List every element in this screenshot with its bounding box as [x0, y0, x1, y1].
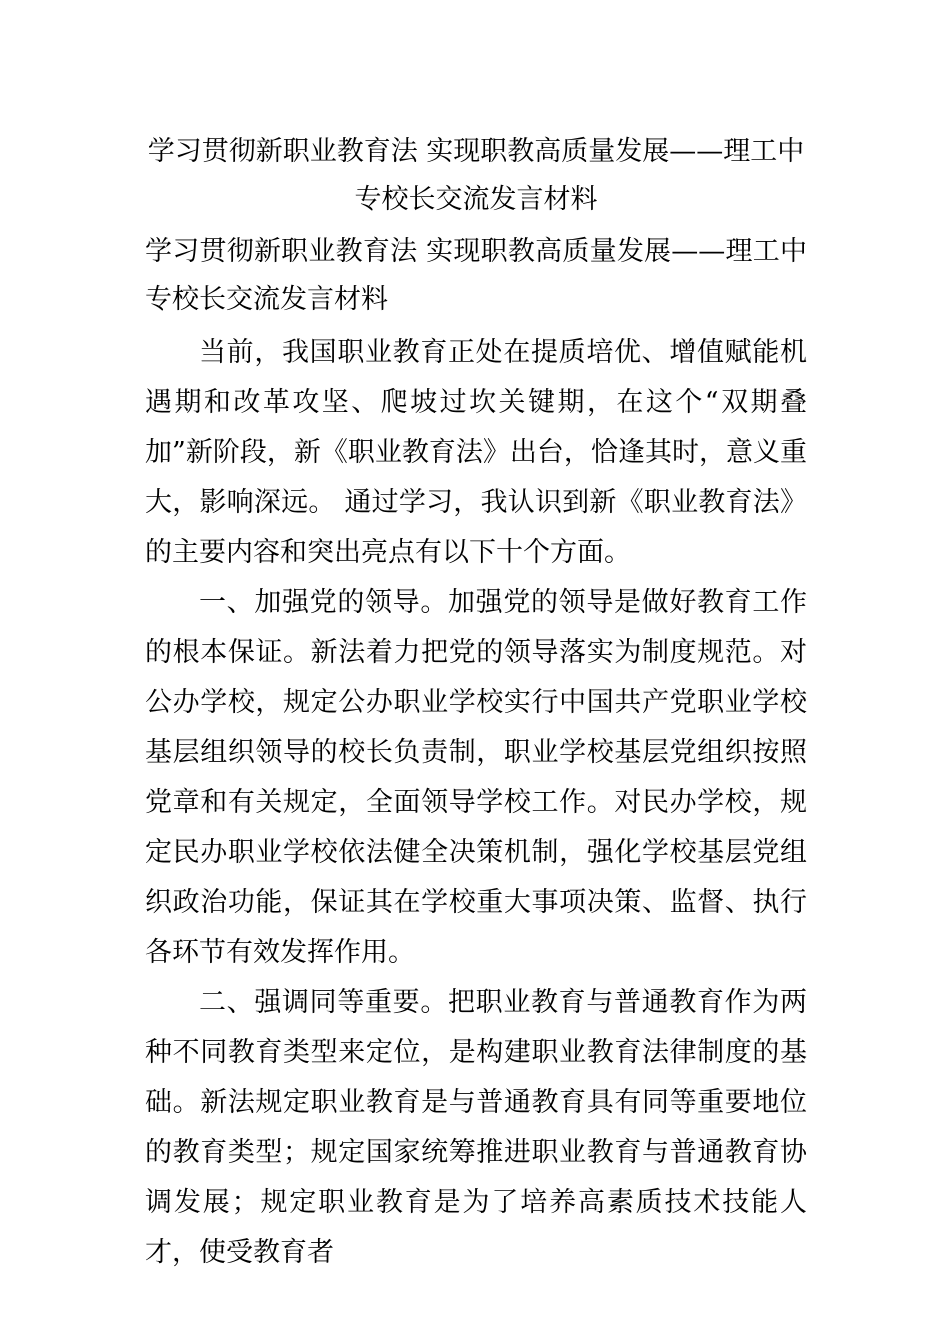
paragraph-point-1: 一、加强党的领导。加强党的领导是做好教育工作的根本保证。新法着力把党的领导落实为制度规范。对公办学校，规定公办职业学校实行中国共产党职业学校基层组织领导的校长负责制，职业学校基层党组织按照党章和有关规定，全面领导学校工作。对民办学校，规定民办职业学校依法健全决策机制，强化学校基层党组织政治功能，保证其在学校重大事项决策、监督、执行各环节有效发挥作用。 [145, 587, 807, 968]
document-title: 学习贯彻新职业教育法 实现职教高质量发展——理工中专校长交流发言材料 [147, 136, 805, 215]
document-page [145, 128, 807, 1278]
paragraph-intro: 当前，我国职业教育正处在提质培优、增值赋能机遇期和改革攻坚、爬坡过坎关键期，在这个“双期叠加”新阶段，新《职业教育法》出台，恰逢其时，意义重大，影响深远。 通过学习，我认识到新《职业教育法》的主要内容和突出亮点有以下十个方面。 [145, 337, 807, 568]
document-subtitle: 学习贯彻新职业教育法 实现职教高质量发展——理工中专校长交流发言材料 [145, 236, 807, 315]
paragraph-point-2: 二、强调同等重要。把职业教育与普通教育作为两种不同教育类型来定位，是构建职业教育法律制度的基础。新法规定职业教育是与普通教育具有同等重要地位的教育类型；规定国家统筹推进职业教育与普通教育协调发展；规定职业教育是为了培养高素质技术技能人才，使受教育者 [145, 987, 807, 1268]
